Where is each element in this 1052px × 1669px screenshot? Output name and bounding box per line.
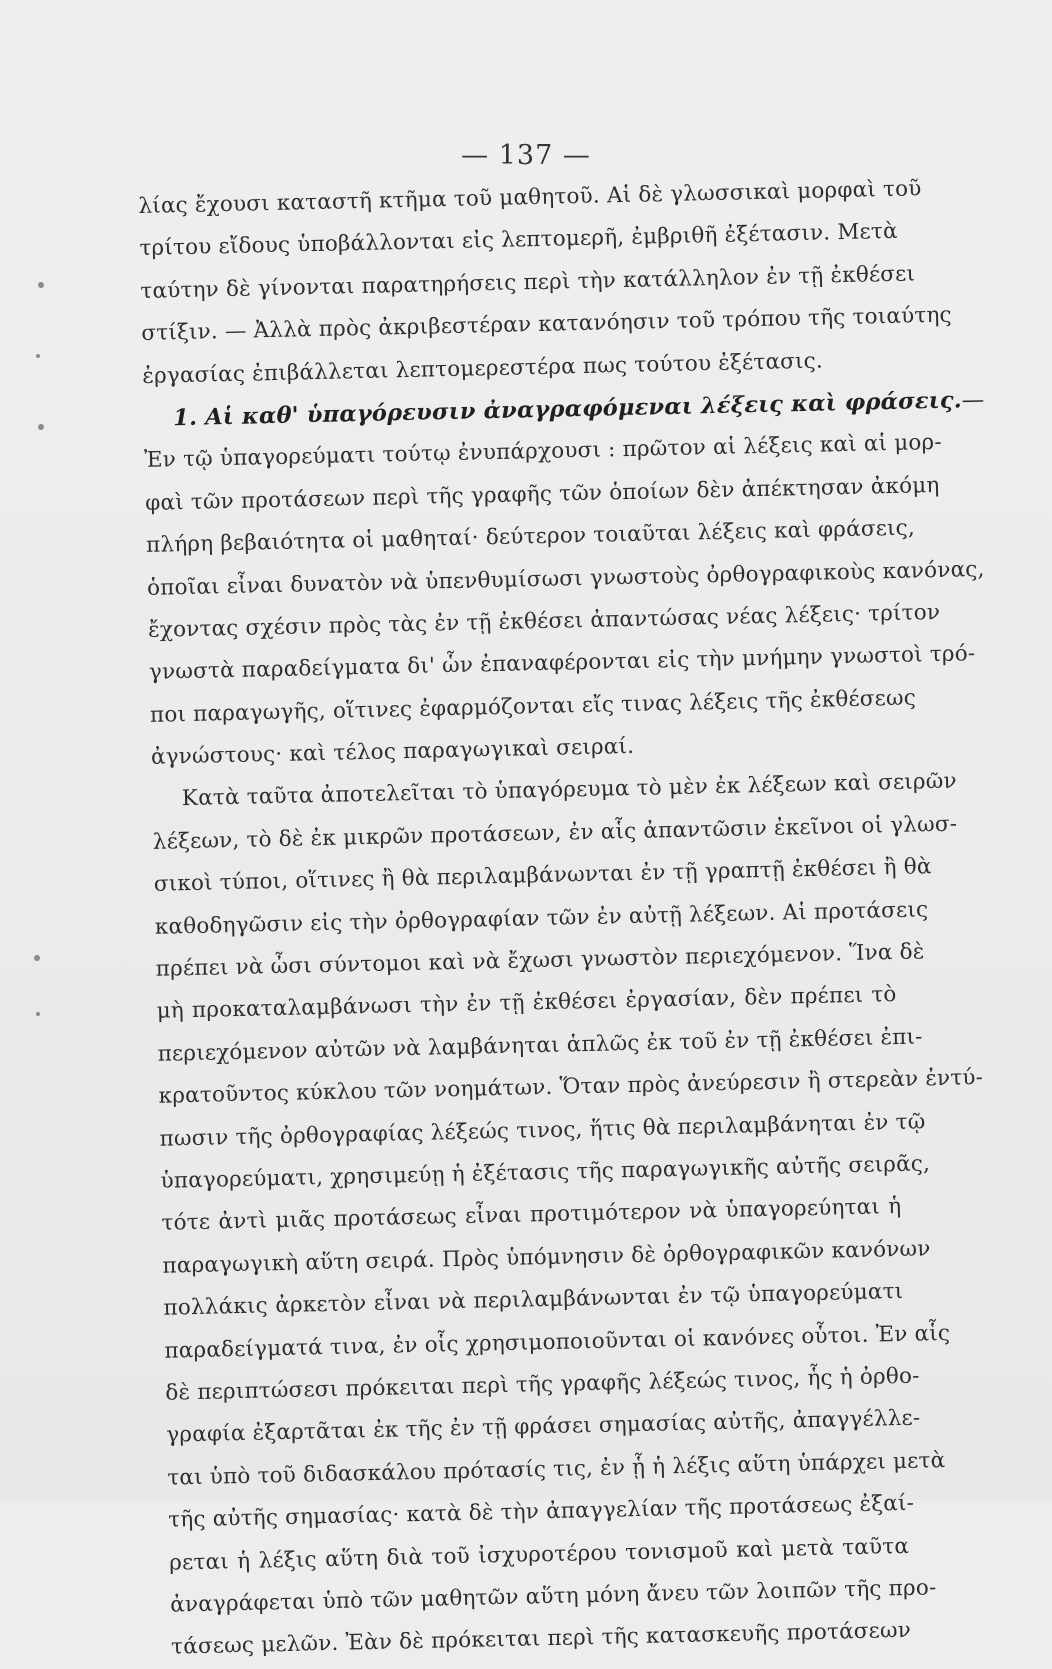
text-line: δὲ περιπτώσεσι πρόκειται περὶ τῆς γραφῆς λέξεώς τινος, ἧς ἡ ὀρθο- (165, 1363, 920, 1406)
text-line: πλήρη βεβαιότητα οἱ μαθηταί· δεύτερον τοιαῦται λέξεις καὶ φράσεις, (145, 515, 916, 559)
text-line: ρεται ἡ λέξις αὕτη διὰ τοῦ ἰσχυροτέρου τονισμοῦ καὶ μετὰ ταῦτα (168, 1533, 910, 1576)
text-line: σικοὶ τύποι, οἵτινες ἢ θὰ περιλαμβάνωνται ἐν τῇ γραπτῇ ἐκθέσει ἢ θὰ (153, 854, 932, 898)
text-line: στίξιν. — Ἀλλὰ πρὸς ἀκριβεστέραν κατανόησιν τοῦ τρόπου τῆς τοιαύτης (141, 302, 953, 347)
section-heading-dash: — (961, 386, 985, 414)
margin-speck (36, 354, 40, 358)
text-line: ἀναγράφεται ὑπὸ τῶν μαθητῶν αὕτη μόνη ἄνευ τῶν λοιπῶν τῆς προ- (169, 1575, 937, 1618)
text-line: παραγωγικὴ αὕτη σειρά. Πρὸς ὑπόμνησιν δὲ ὀρθογραφικῶν κανόνων (162, 1236, 931, 1279)
text-line: ἔχοντας σχέσιν πρὸς τὰς ἐν τῇ ἐκθέσει ἀπαντώσας νέας λέξεις· τρίτον (147, 599, 941, 643)
text-line: γνωστὰ παραδείγματα δι' ὧν ἐπαναφέρονται εἰς τὴν μνήμην γνωστοὶ τρό- (148, 641, 976, 686)
page-number: — 137 — (461, 140, 591, 171)
text-line: ὑπαγορεύματι, χρησιμεύῃ ἡ ἐξέτασις τῆς παραγωγικῆς αὐτῆς σειρᾶς, (160, 1151, 931, 1194)
text-line: μὴ προκαταλαμβάνωσι τὴν ἐν τῇ ἐκθέσει ἐργασίαν, δὲν πρέπει τὸ (156, 982, 897, 1025)
margin-speck (36, 1012, 40, 1016)
text-line: τότε ἀντὶ μιᾶς προτάσεως εἶναι προτιμότερον νὰ ὑπαγορεύηται ἡ (161, 1194, 902, 1237)
text-line: ἐργασίας ἐπιβάλλεται λεπτομερεστέρα πως τούτου ἐξέτασις. (142, 348, 824, 389)
text-line: πωσιν τῆς ὀρθογραφίας λέξεώς τινος, ἥτις θὰ περιλαμβάνηται ἐν τῷ (159, 1108, 926, 1152)
text-line: τρίτου εἴδους ὑποβάλλονται εἰς λεπτομερῆ, ἐμβριθῆ ἐξέτασιν. Μετὰ (139, 219, 898, 262)
text-line: τῆς αὐτῆς σημασίας· κατὰ δὲ τὴν ἀπαγγελίαν τῆς προτάσεως ἐξαί- (167, 1490, 915, 1533)
text-line: λίας ἔχουσι καταστῆ κτῆμα τοῦ μαθητοῦ. Αἱ δὲ γλωσσικαὶ μορφαὶ τοῦ (138, 176, 922, 219)
body-text (138, 169, 985, 1669)
text-line: ται ὑπὸ τοῦ διδασκάλου πρότασίς τις, ἐν ᾗ ἡ λέξις αὕτη ὑπάρχει μετὰ (167, 1447, 946, 1491)
text-line: γραφία ἐξαρτᾶται ἐκ τῆς ἐν τῇ φράσει σημασίας αὐτῆς, ἀπαγγέλλε- (166, 1405, 921, 1449)
text-line: ὁποῖαι εἶναι δυνατὸν νὰ ὑπενθυμίσωσι γνωστοὺς ὀρθογραφικοὺς κανόνας, (146, 556, 985, 601)
text-line: πολλάκις ἀρκετὸν εἶναι νὰ περιλαμβάνωνται ἐν τῷ ὑπαγορεύματι (163, 1279, 904, 1321)
text-line: περιεχόμενον αὐτῶν νὰ λαμβάνηται ἁπλῶς ἐκ τοῦ ἐν τῇ ἐκθέσει ἐπι- (157, 1024, 923, 1067)
margin-speck (38, 424, 44, 430)
text-line: ἀγνώστους· καὶ τέλος παραγωγικαὶ σειραί. (150, 733, 635, 770)
text-line: ταύτην δὲ γίνονται παρατηρήσεις περὶ τὴν κατάλληλον ἐν τῇ ἐκθέσει (140, 261, 916, 304)
text-line: φαὶ τῶν προτάσεων περὶ τῆς γραφῆς τῶν ὁποίων δὲν ἀπέκτησαν ἀκόμη (144, 472, 940, 516)
text-line: παραδείγματά τινα, ἐν οἷς χρησιμοποιοῦνται οἱ κανόνες οὗτοι. Ἐν αἷς (164, 1320, 951, 1364)
text-line: Ἐν τῷ ὑπαγορεύματι τούτῳ ἐνυπάρχουσι : πρῶτον αἱ λέξεις καὶ αἱ μορ- (143, 430, 943, 474)
text-line: κρατοῦντος κύκλου τῶν νοημάτων. Ὅταν πρὸς ἀνεύρεσιν ἢ στερεὰν ἐντύ- (158, 1065, 984, 1109)
text-line: πρέπει νὰ ὦσι σύντομοι καὶ νὰ ἔχωσι γνωστὸν περιεχόμενον. Ἵνα δὲ (155, 939, 925, 982)
section-heading-text: 1. Αἱ καθ' ὑπαγόρευσιν ἀναγραφόμεναι λέξεις καὶ φράσεις. (172, 387, 963, 432)
text-line: λέξεων, τὸ δὲ ἐκ μικρῶν προτάσεων, ἐν αἷς ἀπαντῶσιν ἐκεῖνοι οἱ γλωσ- (152, 811, 958, 855)
margin-speck (34, 955, 40, 961)
margin-speck (38, 282, 44, 288)
text-line: καθοδηγῶσιν εἰς τὴν ὀρθογραφίαν τῶν ἐν αὐτῇ λέξεων. Αἱ προτάσεις (154, 896, 929, 940)
text-line: τάσεως μελῶν. Ἐὰν δὲ πρόκειται περὶ τῆς κατασκευῆς προτάσεων (170, 1618, 912, 1660)
text-line: Κατὰ ταῦτα ἀποτελεῖται τὸ ὑπαγόρευμα τὸ μὲν ἐκ λέξεων καὶ σειρῶν (181, 769, 958, 812)
text-line: ποι παραγωγῆς, οἵτινες ἐφαρμόζονται εἴς τινας λέξεις τῆς ἐκθέσεως (149, 685, 917, 728)
